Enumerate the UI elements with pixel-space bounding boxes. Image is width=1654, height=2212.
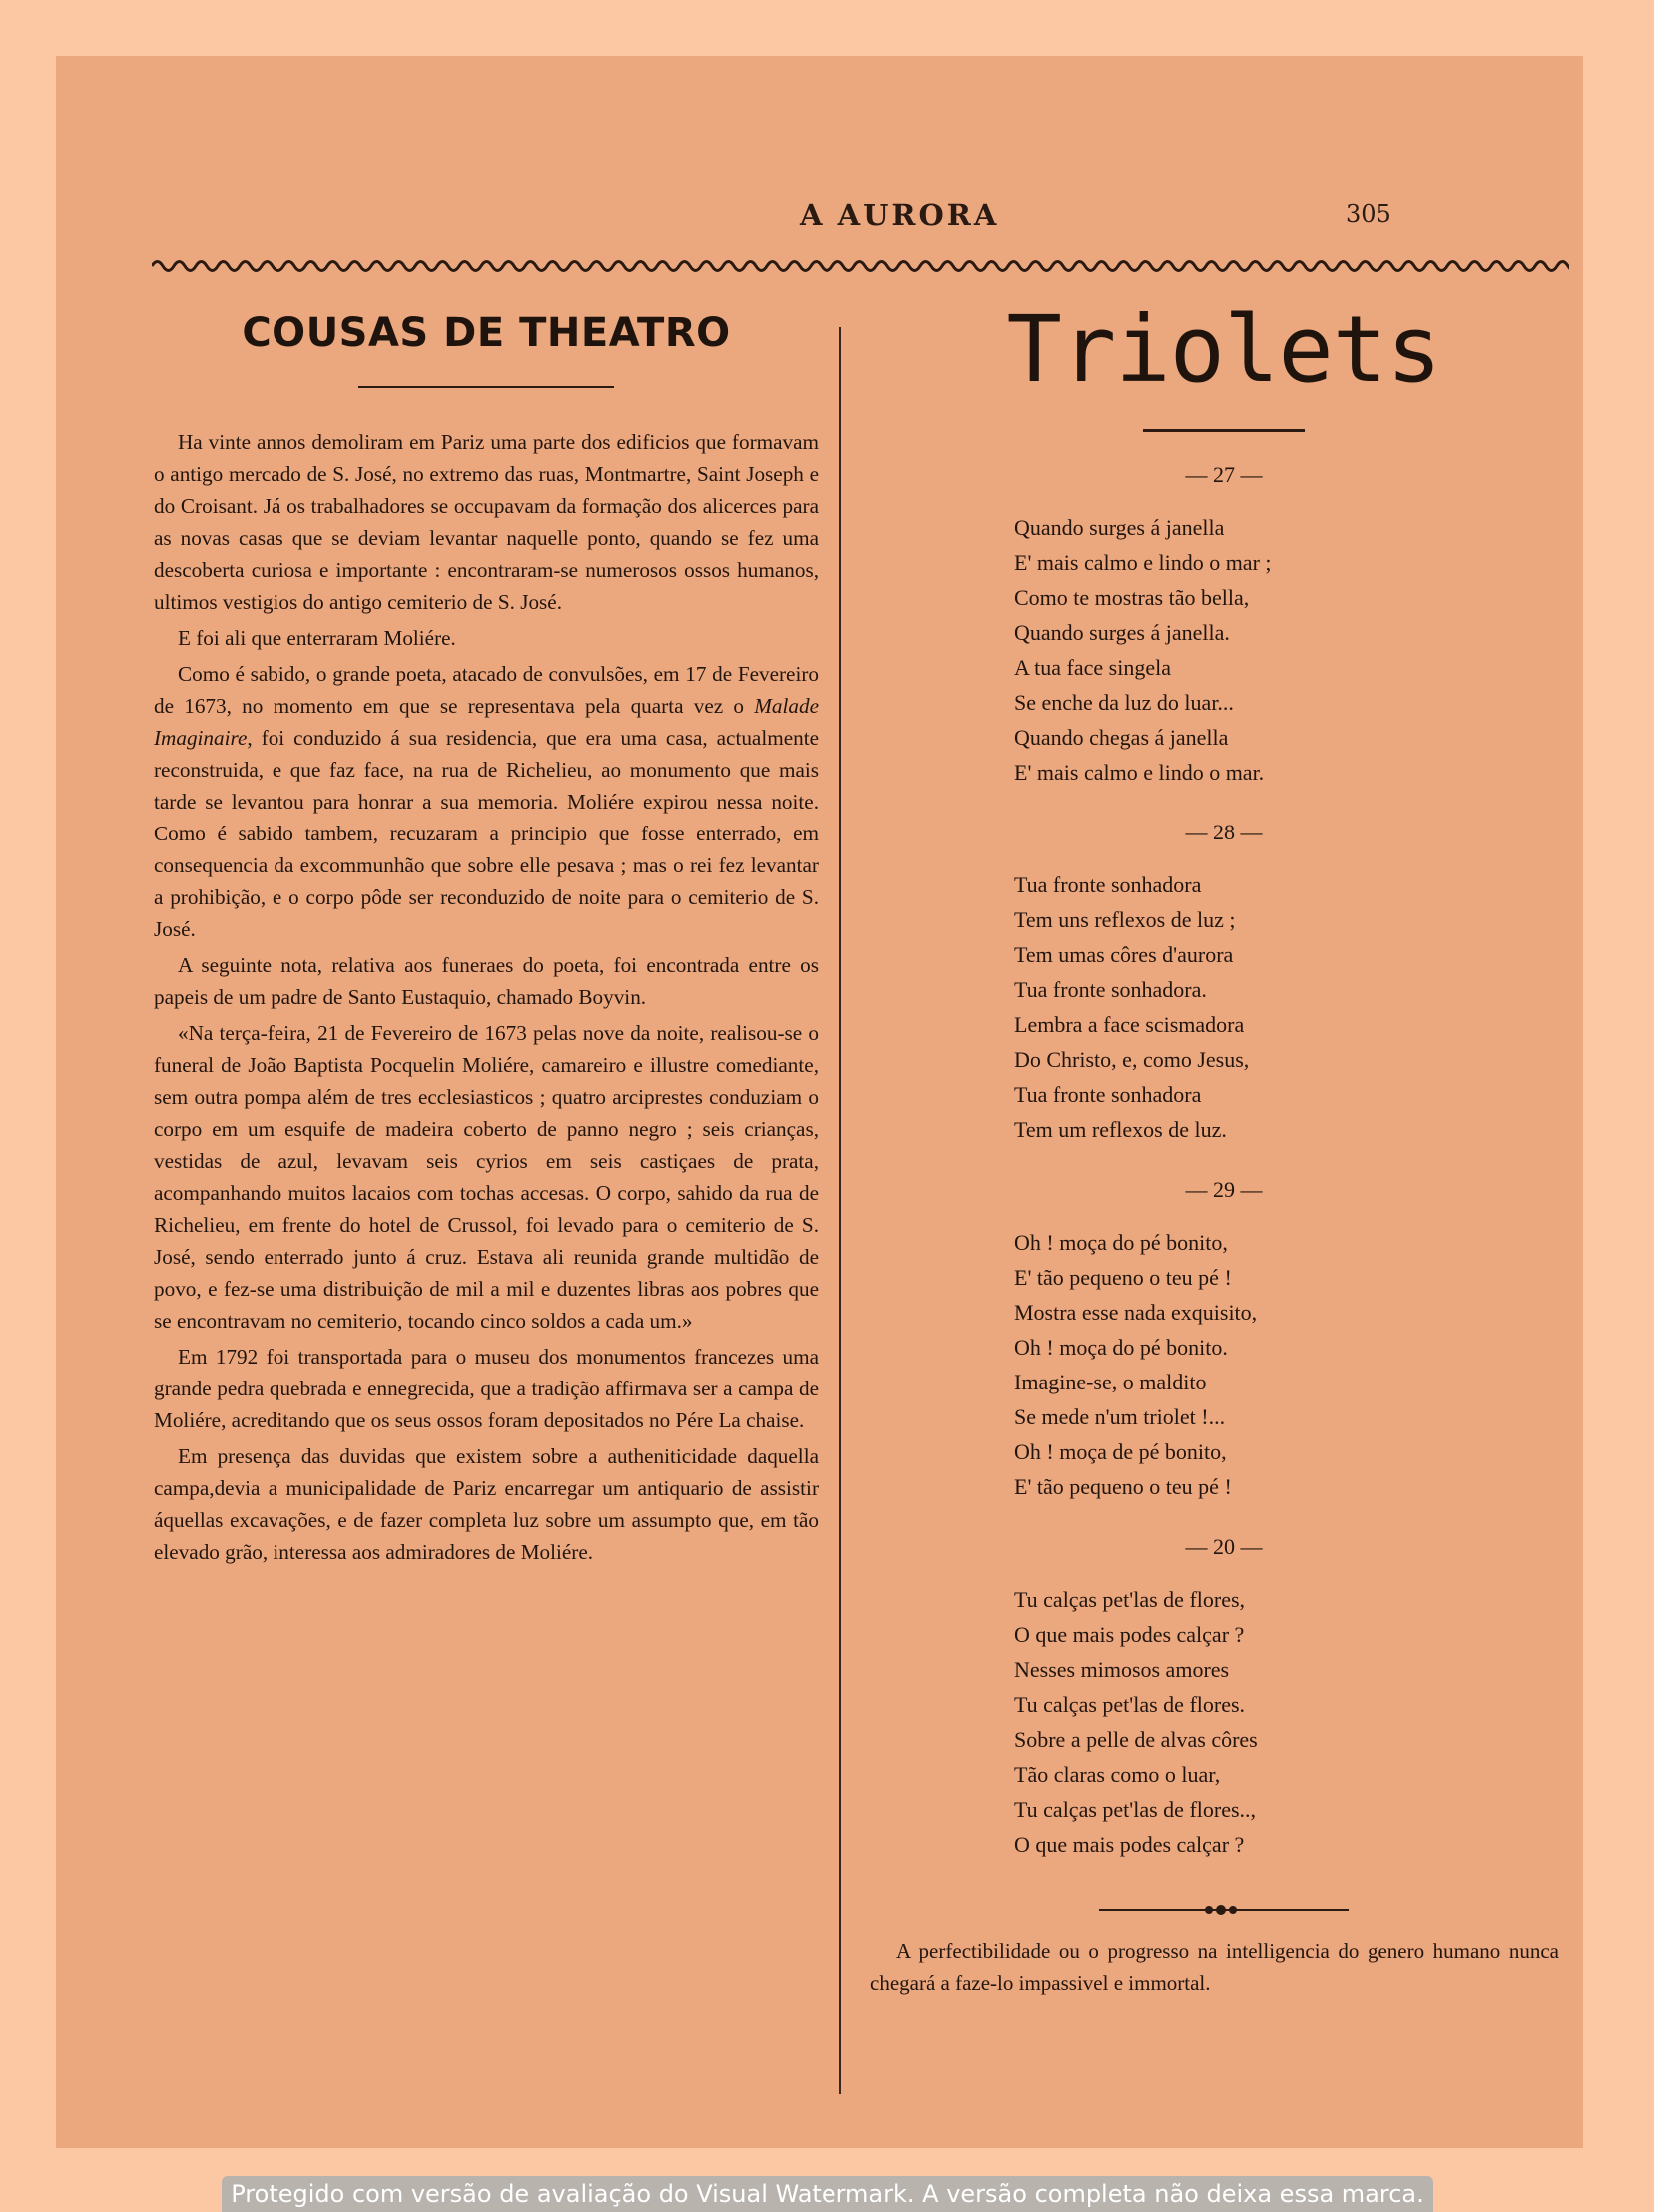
article-title: COUSAS DE THEATRO	[242, 310, 731, 356]
poem-line: Oh ! moça do pé bonito,	[1014, 1230, 1228, 1255]
poem-line: Tua fronte sonhadora	[1014, 872, 1202, 897]
maxim-text: A perfectibilidade ou o progresso na intelligencia do genero humano nunca chegará a faze-lo impassivel e immortal.	[870, 1939, 1559, 1995]
newspaper-page	[56, 56, 1583, 2148]
poem-line: Quando surges á janella	[1014, 515, 1225, 540]
poem-line: Oh ! moça de pé bonito,	[1014, 1439, 1227, 1464]
poem-line: Tua fronte sonhadora.	[1014, 977, 1207, 1002]
poem-line: O que mais podes calçar ?	[1014, 1622, 1245, 1647]
title-rule	[1143, 429, 1305, 432]
poem-line: Do Christo, e, como Jesus,	[1014, 1047, 1250, 1072]
poem-line: Como te mostras tão bella,	[1014, 585, 1250, 610]
page-number: 305	[1346, 200, 1391, 228]
article-paragraph: Ha vinte annos demoliram em Pariz uma parte dos edificios que formavam o antigo mercado de S. José, no extremo das ruas, Montmartre, Saint Joseph e do Croisant. Já os trabalhadores se occupavam da formação dos alicerces para as novas casas que se deviam levantar naquelle ponto, quando se fez uma descoberta curiosa e importante : encontraram-se numerosos ossos humanos, ultimos vestigios do antigo cemiterio de S. José.	[154, 430, 819, 614]
poem-line: O que mais podes calçar ?	[1014, 1832, 1245, 1857]
right-column	[870, 295, 1573, 1999]
poem-line: A tua face singela	[1014, 655, 1171, 680]
article-paragraph: A seguinte nota, relativa aos funeraes do poeta, foi encontrada entre os papeis de um padre de Santo Eustaquio, chamado Boyvin.	[154, 953, 819, 1009]
article-paragraph: E foi ali que enterraram Moliére.	[178, 626, 456, 650]
article-paragraph: «Na terça-feira, 21 de Fevereiro de 1673 pelas nove da noite, realisou-se o funeral de João Baptista Pocquelin Moliére, camareiro e illustre comediante, sem outra pompa além de tres ecclesiasticos ; quatro arciprestes conduziam o corpo em um esquife de madeira coberto de panno negro ; seis crianças, vestidas de azul, levavam seis cyrios em seis castiçaes de prata, acompanhando muitos lacaios com tochas accesas. O corpo, sahido da rua de Richelieu, em frente do hotel de Crussol, foi levado para o cemiterio de S. José, sendo enterrado junto á cruz. Estava ali reunida grande multidão de povo, e fez-se uma distribuição de mil a mil e duzentes libras aos pobres que se encontravam no cemiterio, tocando cinco soldos a cada um.»	[154, 1021, 819, 1333]
column-divider	[839, 327, 841, 2094]
poem-section-title: Triolets	[1006, 296, 1441, 403]
poem-stanza	[1014, 867, 1573, 1147]
poem-line: Tem umas côres d'aurora	[1014, 942, 1234, 967]
watermark-bar: Protegido com versão de avaliação do Visual Watermark. A versão completa não deixa essa marca.	[222, 2176, 1433, 2212]
poem-stanza	[1014, 510, 1573, 790]
poems-container	[874, 462, 1573, 1862]
poem-line: Tão claras como o luar,	[1014, 1762, 1221, 1787]
end-ornament	[1099, 1902, 1349, 1918]
article-paragraph: Em presença das duvidas que existem sobre a autheniticidade daquella campa,devia a municipalidade de Pariz encarregar um antiquario de assistir áquellas excavações, e de fazer completa luz sobre um assumpto que, em tão elevado grão, interessa aos admiradores de Moliére.	[154, 1444, 819, 1564]
poem-line: Tem um reflexos de luz.	[1014, 1117, 1227, 1142]
article-paragraph: Como é sabido, o grande poeta, atacado de convulsões, em 17 de Fevereiro de 1673, no momento em que se representava pela quarta vez o Malade Imaginaire, foi conduzido á sua residencia, que era uma casa, actualmente reconstruida, e que faz face, na rua de Richelieu, ao monumento que mais tarde se levantou para honrar a sua memoria. Moliére expirou nessa noite. Como é sabido tambem, recuzaram a principio que fosse enterrado, em consequencia da excommunhão que sobre elle pesava ; mas o rei fez levantar a prohibição, e o corpo pôde ser reconduzido de noite para o cemiterio de S. José.	[154, 662, 819, 941]
left-column	[154, 310, 819, 1568]
poem-number: — 27 —	[1185, 462, 1263, 487]
poem-line: Tu calças pet'las de flores,	[1014, 1587, 1246, 1612]
poem-line: Nesses mimosos amores	[1014, 1657, 1230, 1682]
running-title: A AURORA	[800, 198, 1000, 232]
poem-line: Sobre a pelle de alvas côres	[1014, 1727, 1258, 1752]
poem-number: — 29 —	[1185, 1177, 1263, 1202]
poem-line: Tem uns reflexos de luz ;	[1014, 907, 1236, 932]
poem-line: Imagine-se, o maldito	[1014, 1370, 1207, 1394]
poem-line: E' tão pequeno o teu pé !	[1014, 1474, 1232, 1499]
poem-line: E' mais calmo e lindo o mar.	[1014, 760, 1265, 785]
poem-line: Tu calças pet'las de flores..,	[1014, 1797, 1257, 1822]
poem-line: Quando chegas á janella	[1014, 725, 1229, 750]
poem-line: Tu calças pet'las de flores.	[1014, 1692, 1246, 1717]
poem-line: Se enche da luz do luar...	[1014, 690, 1234, 715]
poem-line: Lembra a face scismadora	[1014, 1012, 1245, 1037]
poem-number: — 28 —	[1185, 820, 1263, 844]
article-paragraph: Em 1792 foi transportada para o museu dos monumentos francezes uma grande pedra quebrada e ennegrecida, que a tradição affirmava ser a campa de Moliére, acreditando que os seus ossos foram depositados no Pére La chaise.	[154, 1345, 819, 1432]
poem-stanza	[1014, 1225, 1573, 1504]
poem-line: Oh ! moça do pé bonito.	[1014, 1335, 1228, 1360]
poem-line: Se mede n'um triolet !...	[1014, 1404, 1226, 1429]
poem-number: — 20 —	[1185, 1534, 1263, 1559]
poem-line: E' tão pequeno o teu pé !	[1014, 1265, 1232, 1290]
poem-line: Tua fronte sonhadora	[1014, 1082, 1202, 1107]
poem-line: E' mais calmo e lindo o mar ;	[1014, 550, 1272, 575]
wave-ornament-rule	[152, 256, 1569, 276]
title-rule	[358, 386, 614, 388]
article-body	[154, 426, 819, 1568]
poem-line: Quando surges á janella.	[1014, 620, 1230, 645]
poem-stanza	[1014, 1582, 1573, 1862]
poem-line: Mostra esse nada exquisito,	[1014, 1300, 1258, 1325]
